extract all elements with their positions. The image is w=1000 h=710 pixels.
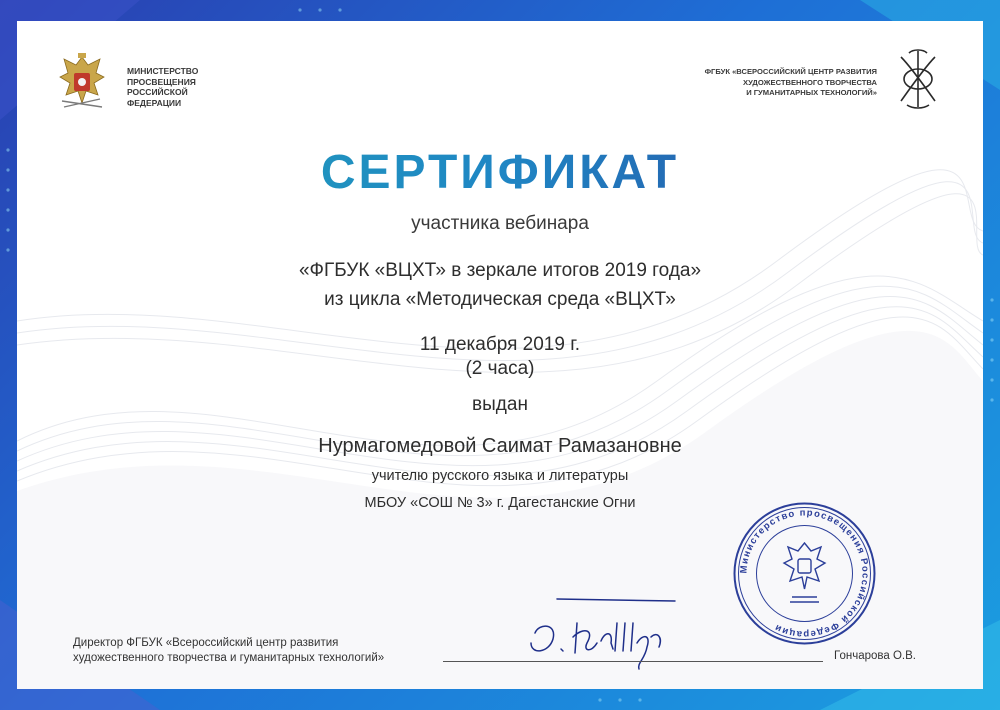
russian-emblem-icon xyxy=(54,51,110,113)
organization-name xyxy=(705,67,877,99)
recipient-school: МБОУ «СОШ № 3» г. Дагестанские Огни xyxy=(364,495,636,511)
director-signature xyxy=(517,593,697,671)
director-line: Директор ФГБУК «Всероссийский центр развития xyxy=(73,637,339,649)
webinar-topic: «ФГБУК «ВЦХТ» в зеркале итогов 2019 года» xyxy=(298,260,702,281)
signature-line xyxy=(443,661,823,662)
webinar-hours: (2 часа) xyxy=(465,358,535,379)
org-line: ХУДОЖЕСТВЕННОГО ТВОРЧЕСТВА xyxy=(743,77,877,87)
ministry-line: МИНИСТЕРСТВО xyxy=(127,66,199,76)
official-stamp xyxy=(732,501,877,646)
certificate-subtitle: участника вебинара xyxy=(411,213,589,234)
org-line: И ГУМАНИТАРНЫХ ТЕХНОЛОГИЙ» xyxy=(746,88,877,97)
org-line: ФГБУК «ВСЕРОССИЙСКИЙ ЦЕНТР РАЗВИТИЯ xyxy=(704,67,877,76)
ministry-line: РОССИЙСКОЙ xyxy=(127,87,188,97)
ministry-line: ПРОСВЕЩЕНИЯ xyxy=(127,76,196,87)
director-title xyxy=(73,636,384,666)
webinar-date: 11 декабря 2019 г. xyxy=(419,334,581,355)
stamp-text: Министерство просвещения Российской Федерации xyxy=(738,507,871,640)
vcht-monogram-icon xyxy=(891,47,945,113)
webinar-series: из цикла «Методическая среда «ВЦХТ» xyxy=(324,289,676,310)
issued-label: выдан xyxy=(472,394,528,415)
director-line: художественного творчества и гуманитарных технологий» xyxy=(73,652,385,664)
ministry-name xyxy=(127,66,198,108)
ministry-line: ФЕДЕРАЦИИ xyxy=(127,97,182,108)
signer-name: Гончарова О.В. xyxy=(834,650,916,662)
recipient-name: Нурмагомедовой Саимат Рамазановне xyxy=(318,435,682,457)
certificate-title: СЕРТИФИКАТ xyxy=(17,145,983,200)
certificate-sheet xyxy=(17,21,983,689)
recipient-position: учителю русского языка и литературы xyxy=(371,468,629,484)
